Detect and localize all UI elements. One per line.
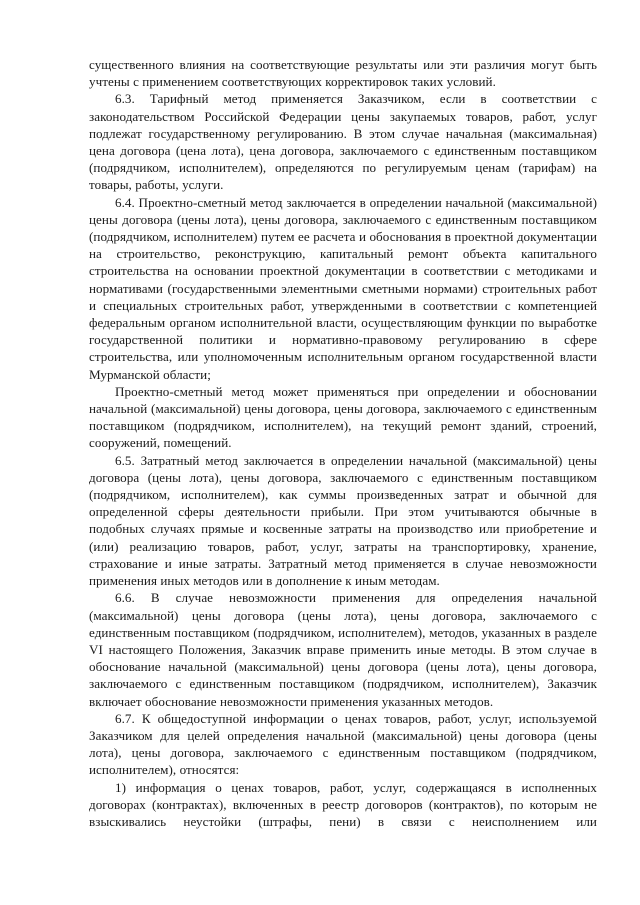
paragraph-6-5: 6.5. Затратный метод заключается в определении начальной (максимальной) цены договора (цены лота), цены договора, заключаемого с единственным поставщиком (подрядчиком, исполнителем), как суммы произведенных затрат и обычной для определенной сферы деятельности прибыли. При этом учитываются обычные в подобных случаях прямые и косвенные затраты на производство или приобретение и (или) реализацию товаров, работ, услуг, затраты на транспортировку, хранение, страхование и иные затраты. Затратный метод применяется в случае невозможности применения иных методов или в дополнение к иным методам. — [89, 452, 597, 589]
paragraph-design-estimate: Проектно-сметный метод может применяться при определении и обосновании начальной (максимальной) цены договора, цены договора, заключаемого с единственным поставщиком (подрядчиком, исполнителем), на текущий ремонт зданий, строений, сооружений, помещений. — [89, 383, 597, 451]
paragraph-6-3: 6.3. Тарифный метод применяется Заказчиком, если в соответствии с законодательством Российской Федерации цены закупаемых товаров, работ, услуг подлежат государственному регулированию. В этом случае начальная (максимальная) цена договора (цена лота), цена договора, заключаемого с единственным поставщиком (подрядчиком, исполнителем), определяются по регулируемым ценам (тарифам) на товары, работы, услуги. — [89, 91, 597, 193]
paragraph-6-4: 6.4. Проектно-сметный метод заключается в определении начальной (максимальной) цены договора (цены лота), цены договора, заключаемого с единственным поставщиком (подрядчиком, исполнителем) путем ее расчета и обоснования в проектной документации на строительство, реконструкцию, капитальный ремонт объекта капитального строительства на основании проектной документации в соответствии с методиками и нормативами (государственными элементными сметными нормами) строительных работ и специальных строительных работ, утвержденными в соответствии с компетенцией федеральным органом исполнительной власти, осуществляющим функции по выработке государственной политики и нормативно-правовому регулированию в сфере строительства, или уполномоченным исполнительным органом государственной власти Мурманской области; — [89, 194, 597, 382]
paragraph-item-1: 1) информация о ценах товаров, работ, услуг, содержащаяся в исполненных договорах (контрактах), включенных в реестр договоров (контрактов), по которым не взыскивались неустойки (штрафы, пени) в связи с неисполнением или — [89, 779, 597, 829]
paragraph-6-7: 6.7. К общедоступной информации о ценах товаров, работ, услуг, используемой Заказчиком для целей определения начальной (максимальной) цены договора (цены лота), цены договора, заключаемого с единственным поставщиком (подрядчиком, исполнителем), относятся: — [89, 710, 597, 778]
paragraph-6-6: 6.6. В случае невозможности применения для определения начальной (максимальной) цены договора (цены лота), цены договора, заключаемого с единственным поставщиком (подрядчиком, исполнителем), методов, указанных в разделе VI настоящего Положения, Заказчик вправе применить иные методы. В этом случае в обоснование начальной (максимальной) цены договора (цены лота), цены договора, заключаемого с единственным поставщиком (подрядчиком, исполнителем), Заказчик включает обоснование невозможности применения указанных методов. — [89, 590, 597, 709]
paragraph-continuation: существенного влияния на соответствующие результаты или эти различия могут быть учтены с применением соответствующих корректировок таких условий. — [89, 57, 597, 90]
